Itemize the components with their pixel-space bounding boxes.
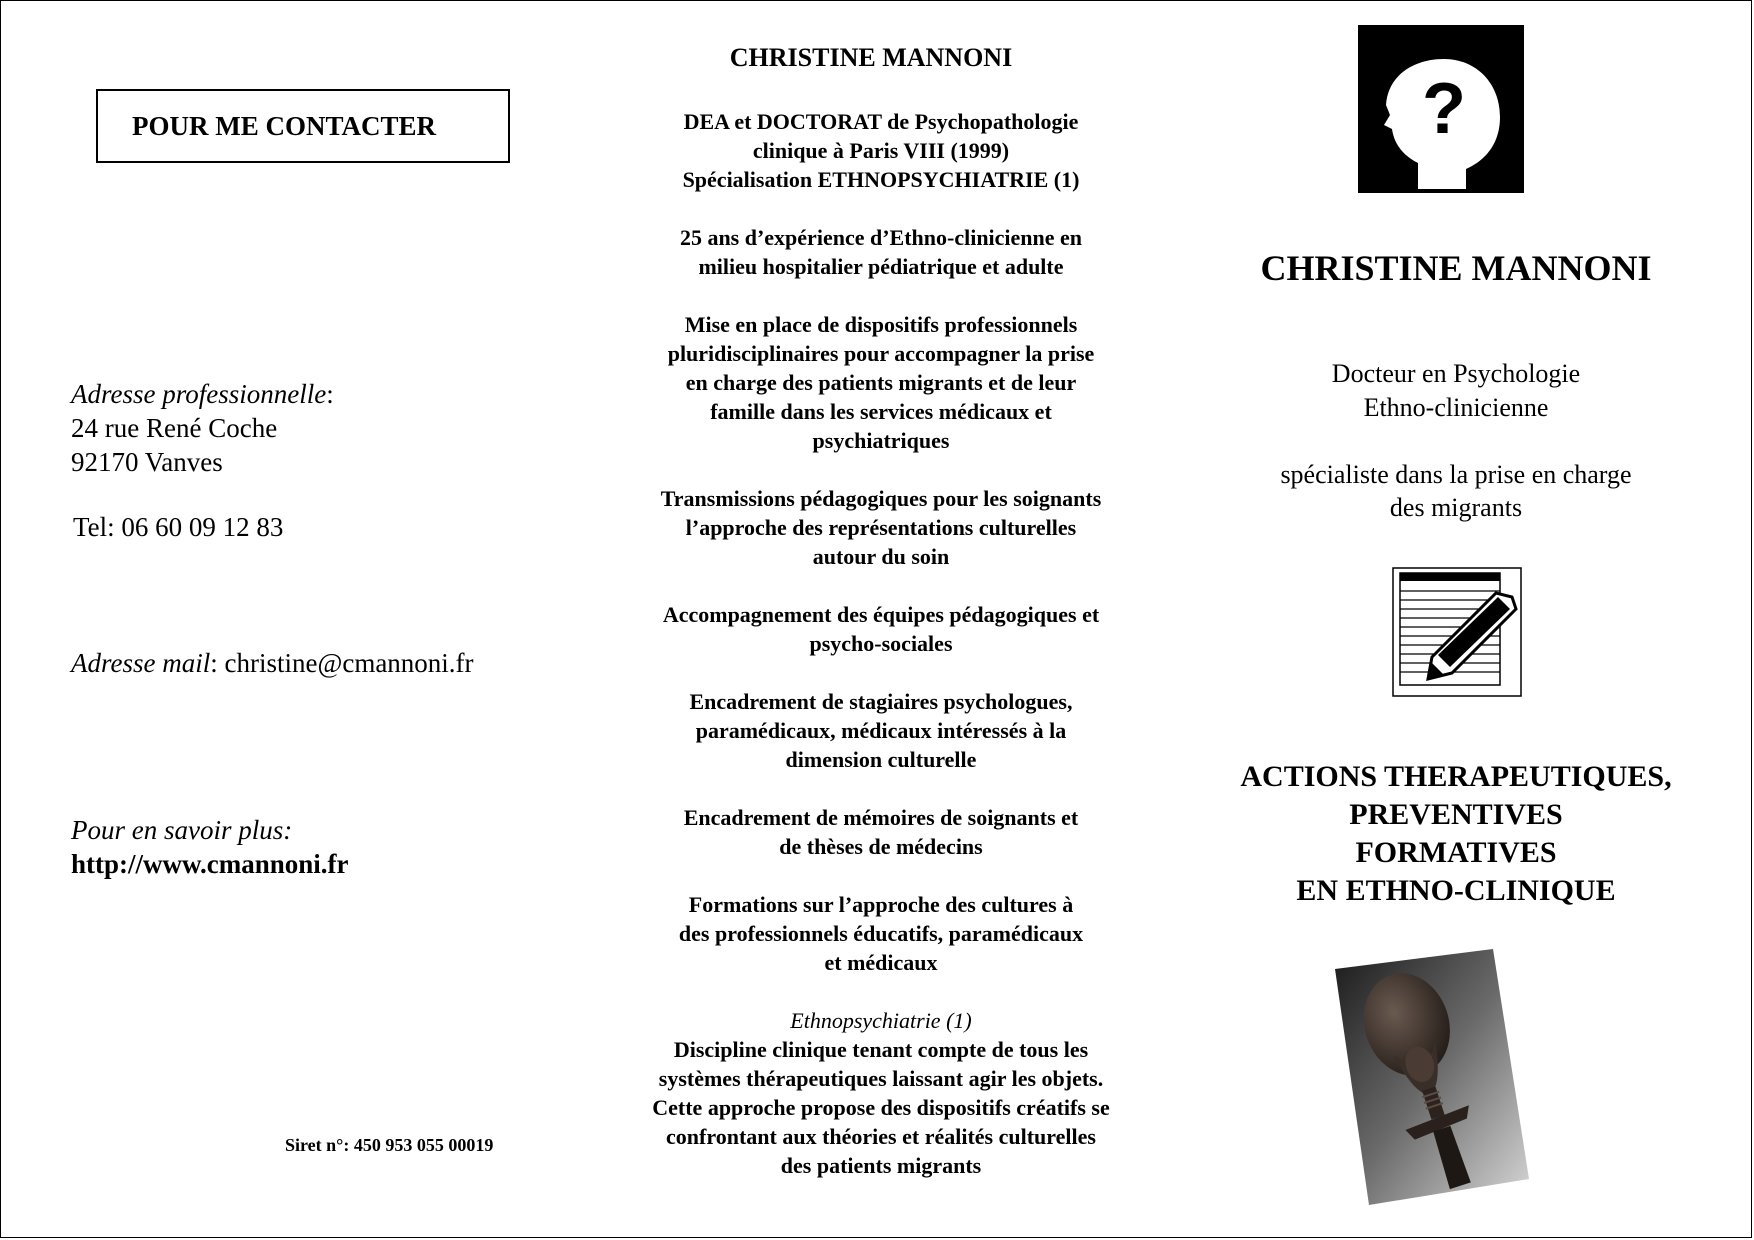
text-line: systèmes thérapeutiques laissant agir les objets. — [658, 1066, 1104, 1091]
actions-line: EN ETHNO-CLINIQUE — [1296, 874, 1616, 907]
text-line: Accompagnement des équipes pédagogiques et — [662, 602, 1100, 627]
more-label: Pour en savoir plus: — [71, 815, 293, 845]
address-label: Adresse professionnelle — [71, 379, 327, 409]
note-title: Ethnopsychiatrie (1) — [790, 1008, 972, 1033]
text-line: dimension culturelle — [785, 747, 977, 772]
qualifications-column — [619, 107, 1143, 1209]
address-line2: 92170 Vanves — [71, 447, 223, 477]
head-question-icon — [1358, 25, 1524, 193]
website-link[interactable]: http://www.cmannoni.fr — [71, 849, 349, 879]
text-line: et médicaux — [824, 950, 938, 975]
head-question-svg — [1358, 25, 1524, 193]
right-name-heading: CHRISTINE MANNONI — [1260, 248, 1652, 288]
paragraph-ethnopsychiatry-note — [619, 1006, 1143, 1180]
more-info-block — [71, 813, 349, 881]
address-line1: 24 rue René Coche — [71, 413, 278, 443]
notepad-pencil-icon — [1392, 567, 1522, 697]
mail-link[interactable]: christine@cmannoni.fr — [224, 648, 474, 678]
text-line: clinique à Paris VIII (1999) — [752, 138, 1010, 163]
paragraph-devices — [619, 310, 1143, 455]
speciality-line: spécialiste dans la prise en charge — [1280, 460, 1632, 489]
text-line: confrontant aux théories et réalités culturelles — [666, 1124, 1096, 1149]
contact-title-box — [96, 89, 510, 163]
text-line: Transmissions pédagogiques pour les soignants — [660, 486, 1102, 511]
paragraph-degree — [619, 107, 1143, 194]
actions-line: PREVENTIVES — [1349, 798, 1563, 831]
title-block — [1211, 357, 1701, 425]
telephone: Tel: 06 60 09 12 83 — [73, 512, 284, 542]
speciality-line: des migrants — [1389, 493, 1523, 522]
statue-photo — [1333, 949, 1533, 1209]
actions-line: ACTIONS THERAPEUTIQUES, — [1240, 760, 1672, 793]
actions-heading — [1201, 758, 1711, 910]
text-line: Encadrement de stagiaires psychologues, — [689, 689, 1073, 714]
paragraph-trainings — [619, 890, 1143, 977]
text-line: en charge des patients migrants et de leur — [685, 370, 1077, 395]
text-line: paramédicaux, médicaux intéressés à la — [695, 718, 1067, 743]
text-line: 25 ans d’expérience d’Ethno-clinicienne en — [679, 225, 1083, 250]
text-line: famille dans les services médicaux et — [710, 399, 1052, 424]
actions-line: FORMATIVES — [1355, 836, 1557, 869]
paragraph-interns — [619, 687, 1143, 774]
middle-name-heading: CHRISTINE MANNONI — [729, 43, 1013, 72]
text-line: Discipline clinique tenant compte de tous les — [673, 1037, 1089, 1062]
title-line: Docteur en Psychologie — [1331, 359, 1581, 388]
paragraph-transmissions — [619, 484, 1143, 571]
text-line: Spécialisation ETHNOPSYCHIATRIE (1) — [682, 167, 1080, 192]
question-mark-glyph: ? — [1422, 69, 1466, 149]
text-line: Encadrement de mémoires de soignants et — [683, 805, 1079, 830]
text-line: psycho-sociales — [809, 631, 953, 656]
contact-title: POUR ME CONTACTER — [132, 110, 437, 141]
statue-svg — [1333, 949, 1533, 1209]
text-line: psychiatriques — [812, 428, 950, 453]
text-line: Mise en place de dispositifs professionnels — [684, 312, 1078, 337]
text-line: Cette approche propose des dispositifs créatifs se — [652, 1095, 1110, 1120]
title-line: Ethno-clinicienne — [1363, 393, 1549, 422]
text-line: des patients migrants — [780, 1153, 982, 1178]
text-line: milieu hospitalier pédiatrique et adulte — [698, 254, 1064, 279]
text-line: autour du soin — [812, 544, 950, 569]
paragraph-experience — [619, 223, 1143, 281]
paragraph-teams — [619, 600, 1143, 658]
paragraph-theses — [619, 803, 1143, 861]
professional-address: Adresse professionnelle: 24 rue René Coche 92170 Vanves — [71, 379, 334, 477]
notepad-svg — [1392, 567, 1522, 697]
text-line: Formations sur l’approche des cultures à — [688, 892, 1074, 917]
text-line: de thèses de médecins — [779, 834, 983, 859]
speciality-block — [1211, 458, 1701, 524]
text-line: DEA et DOCTORAT de Psychopathologie — [683, 109, 1079, 134]
text-line: l’approche des représentations culturelles — [685, 515, 1077, 540]
text-line: pluridisciplinaires pour accompagner la prise — [667, 341, 1095, 366]
mail-label: Adresse mail — [71, 648, 211, 678]
text-line: des professionnels éducatifs, paramédicaux — [678, 921, 1084, 946]
siret-number: Siret n°: 450 953 055 00019 — [285, 1135, 494, 1155]
email-block: Adresse mail: christine@cmannoni.fr — [71, 648, 474, 678]
